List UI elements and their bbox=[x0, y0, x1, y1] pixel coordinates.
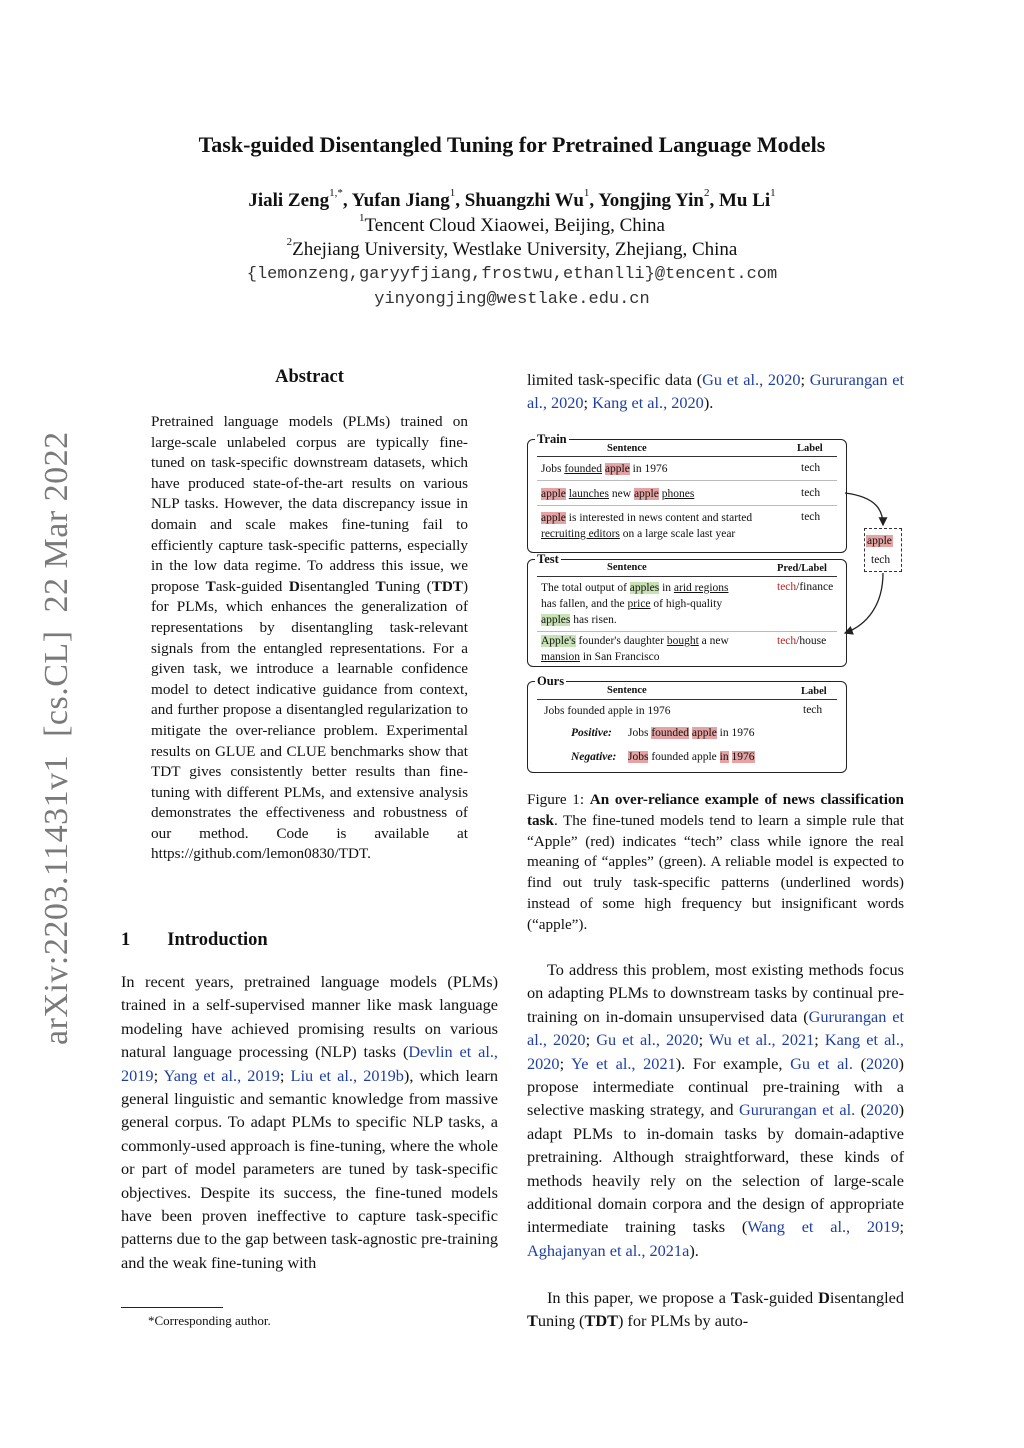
acronym-letter: T bbox=[205, 577, 216, 595]
pred-value: tech bbox=[777, 635, 797, 647]
word: a new bbox=[698, 635, 729, 647]
word: founded apple bbox=[648, 751, 720, 763]
text-run: ; bbox=[698, 1030, 709, 1050]
word: in bbox=[719, 751, 729, 763]
ours-label: Ours bbox=[537, 674, 565, 688]
pred-value: tech bbox=[777, 581, 797, 593]
acronym-letter: D bbox=[288, 577, 300, 595]
text-run: ( bbox=[855, 1100, 867, 1120]
word: in 1976 bbox=[629, 463, 668, 475]
text-run: ). bbox=[703, 393, 714, 413]
divider bbox=[537, 576, 837, 577]
word: Jobs bbox=[628, 727, 652, 739]
text-run: ; bbox=[585, 1030, 597, 1050]
text-run: ) for PLMs by auto- bbox=[617, 1311, 749, 1331]
citation-link[interactable]: Ye et al., 2021 bbox=[571, 1053, 676, 1073]
word: apples bbox=[629, 582, 660, 594]
abstract-text bbox=[151, 412, 468, 865]
side-label: tech bbox=[871, 554, 891, 566]
col-sentence: Sentence bbox=[607, 685, 647, 696]
author-name: Jiali Zeng bbox=[248, 190, 330, 211]
author-name: Mu Li bbox=[718, 190, 771, 211]
word: in 1976 bbox=[716, 727, 755, 739]
citation-link[interactable]: Gururangan et al. bbox=[738, 1100, 856, 1120]
abstract-heading: Abstract bbox=[275, 367, 344, 387]
divider bbox=[537, 631, 837, 632]
word: apple bbox=[541, 512, 566, 524]
footnote: *Corresponding author. bbox=[148, 1313, 271, 1328]
text-run: ) adapt PLMs to in-domain tasks by domain-adaptive pretraining. Although straightforward, these kinds of methods heavily rely on the selection of large-scale additional domain corpora and the design of appropriate intermediate training tasks ( bbox=[527, 1100, 905, 1237]
text-run: uning ( bbox=[537, 1311, 585, 1331]
word: arid regions bbox=[673, 582, 729, 594]
ours-label-value: tech bbox=[803, 704, 823, 716]
text-run: ). bbox=[689, 1240, 699, 1260]
ours-sentence: Jobs founded apple in 1976 bbox=[544, 705, 671, 717]
author-name: Yongjing Yin bbox=[598, 190, 704, 211]
word: apple bbox=[541, 488, 566, 500]
test-label: Test bbox=[537, 552, 559, 566]
author-sep: , bbox=[455, 190, 465, 211]
citation-link[interactable]: Wang et al., 2019 bbox=[747, 1217, 900, 1237]
citation-link[interactable]: Gururangan et al., 2020 bbox=[527, 1006, 904, 1050]
word: founder's daughter bbox=[575, 635, 667, 647]
pred-label bbox=[777, 635, 826, 647]
figure-1 bbox=[527, 432, 905, 775]
text-run: In this paper, we propose a bbox=[547, 1288, 731, 1307]
text-run: ; bbox=[899, 1217, 904, 1237]
rule-arrows bbox=[827, 475, 905, 655]
citation-link[interactable]: Kang et al., 2020 bbox=[527, 1030, 904, 1073]
word: of high-quality bbox=[650, 598, 723, 610]
text-run: ; bbox=[800, 370, 810, 389]
test-sentence bbox=[541, 580, 729, 628]
affiliation-mark: 1 bbox=[358, 212, 365, 224]
author-sep: , bbox=[709, 190, 719, 211]
email-line: {lemonzeng,garyyfjiang,frostwu,ethanlli}@tencent.com bbox=[246, 265, 778, 284]
author-mark: 1,* bbox=[329, 187, 343, 199]
text-run: ). For example, bbox=[675, 1053, 791, 1073]
author-mark: 2 bbox=[703, 187, 710, 199]
email-line: yinyongjing@westlake.edu.cn bbox=[374, 290, 650, 309]
word: mansion bbox=[541, 651, 580, 663]
citation-link[interactable]: Gu et al., 2020 bbox=[702, 370, 801, 389]
word: in bbox=[659, 582, 674, 594]
text-run: ask-guided bbox=[741, 1288, 819, 1307]
acronym: TDT bbox=[584, 1311, 618, 1331]
abstract-part: isentangled bbox=[299, 577, 376, 595]
author-name: Shuangzhi Wu bbox=[464, 190, 584, 211]
citation-link[interactable]: Gu et al. bbox=[790, 1053, 853, 1073]
figure-caption bbox=[527, 790, 904, 936]
divider bbox=[537, 480, 837, 481]
text-run: ; bbox=[814, 1030, 825, 1050]
divider bbox=[537, 699, 837, 700]
citation-link[interactable]: 2020 bbox=[865, 1053, 899, 1073]
side-word: apple bbox=[867, 535, 892, 547]
citation-link[interactable]: Gu et al., 2020 bbox=[596, 1030, 699, 1050]
paper-title: Task-guided Disentangled Tuning for Pretrained Language Models bbox=[198, 132, 826, 157]
text-run: To address this problem, most existing methods focus on adapting PLMs to downstream tasks by continual pre-training on in-domain unsupervised data ( bbox=[527, 960, 904, 1026]
col-sentence: Sentence bbox=[607, 443, 647, 454]
author-mark: 1 bbox=[583, 187, 590, 199]
divider bbox=[537, 456, 837, 457]
affiliation-text: Tencent Cloud Xiaowei, Beijing, China bbox=[364, 215, 665, 236]
acronym-letter: D bbox=[818, 1288, 830, 1307]
positive-label: Positive: bbox=[571, 727, 612, 739]
text-run: ; bbox=[583, 393, 593, 413]
affiliation bbox=[0, 212, 1024, 237]
positive-sentence bbox=[628, 725, 755, 741]
citation-link[interactable]: Devlin et al., 2019 bbox=[121, 1042, 498, 1085]
test-sentence bbox=[541, 633, 729, 665]
caption-text: . The fine-tuned models tend to learn a simple rule that “Apple” (red) indicates “tech” class while ignore the real meaning of “apples” (green). A reliable model is expected to find out truly task-specific patterns (underlined words) instead of some high frequency but insignificant words (“apple”). bbox=[527, 811, 904, 933]
col-sentence: Sentence bbox=[607, 562, 647, 573]
footnote-rule bbox=[121, 1307, 223, 1308]
train-label: Train bbox=[537, 432, 567, 446]
word: apple bbox=[604, 463, 630, 475]
word: apple bbox=[633, 488, 659, 500]
right-paragraph bbox=[527, 1286, 904, 1333]
caption-prefix: Figure 1: bbox=[527, 791, 590, 808]
author-list bbox=[0, 187, 1024, 212]
arxiv-sidebar bbox=[28, 431, 75, 1045]
text-run: limited task-specific data ( bbox=[527, 370, 703, 389]
train-label-value: tech bbox=[801, 511, 821, 523]
word: is interested in news content and started bbox=[565, 512, 753, 524]
text-run: ( bbox=[852, 1053, 866, 1073]
acronym-letter: T bbox=[375, 577, 386, 595]
word: new bbox=[609, 488, 634, 500]
word: apple bbox=[691, 727, 717, 739]
acronym: TDT bbox=[431, 577, 463, 595]
word: 1976 bbox=[731, 751, 755, 763]
author-name: Yufan Jiang bbox=[351, 190, 450, 211]
negative-label: Negative: bbox=[571, 751, 617, 763]
word: recruiting editors bbox=[541, 528, 620, 540]
text-run: ) propose intermediate continual pre-training with a selective masking strategy, and bbox=[527, 1053, 904, 1120]
acronym-letter: T bbox=[527, 1311, 538, 1331]
word: price bbox=[627, 598, 651, 610]
word: The total output of bbox=[541, 582, 630, 594]
citation-link[interactable]: Wu et al., 2021 bbox=[708, 1030, 815, 1050]
section-heading: 1 Introduction bbox=[121, 930, 268, 950]
right-paragraph bbox=[527, 368, 904, 415]
citation-link[interactable]: 2020 bbox=[866, 1100, 899, 1120]
pred-label bbox=[777, 581, 833, 593]
train-sentence bbox=[541, 486, 694, 502]
word: Apple's bbox=[541, 635, 576, 647]
col-label: Pred/Label bbox=[777, 563, 827, 574]
gold-value: /house bbox=[796, 635, 827, 647]
divider bbox=[537, 505, 837, 506]
abstract-part: ) for PLMs, which enhances the generalization of representations by disentangling task-relevant signals from the entangled representations. For a given task, we introduce a learnable confidence model to detect indicative guidance from context, and further propose a disentangled regularization to mitigate the over-reliance problem. Experimental results on GLUE and CLUE benchmarks show that TDT gives consistently better results than fine-tuning with different PLMs, and extensive analysis demonstrates the effectiveness and robustness of our method. Code is available at https://github.com/lemon0830/TDT. bbox=[151, 577, 468, 863]
arxiv-id: arXiv:2203.11431v1 [cs.CL] 22 Mar 2022 bbox=[38, 431, 75, 1045]
word: Jobs bbox=[541, 463, 565, 475]
word: has risen. bbox=[570, 614, 617, 626]
author-sep: , bbox=[342, 190, 352, 211]
intro-paragraph bbox=[121, 970, 498, 1274]
word: phones bbox=[661, 488, 695, 500]
author-mark: 1 bbox=[449, 187, 456, 199]
train-label-value: tech bbox=[801, 487, 821, 499]
citation-link[interactable]: Aghajanyan et al., 2021a bbox=[527, 1240, 690, 1260]
word: launches bbox=[568, 488, 610, 500]
word: founded bbox=[651, 727, 690, 739]
text-run: In recent years, pretrained language models (PLMs) trained in a self-supervised manner like mask language modeling have achieved promising results on various natural language processing (NLP) tasks ( bbox=[121, 972, 498, 1062]
text-run: ; bbox=[279, 1065, 291, 1085]
citation-link[interactable]: Gururangan et al., 2020 bbox=[527, 370, 904, 413]
citation-link[interactable]: Kang et al., 2020 bbox=[592, 393, 704, 413]
gold-value: /finance bbox=[796, 581, 834, 593]
negative-sentence bbox=[628, 749, 755, 765]
affiliation-text: Zhejiang University, Westlake University, Zhejiang, China bbox=[292, 239, 738, 260]
word: apples bbox=[541, 614, 571, 626]
train-sentence bbox=[541, 510, 752, 542]
affiliation-mark: 2 bbox=[286, 236, 293, 248]
text-run: ; bbox=[559, 1053, 572, 1073]
word: in San Francisco bbox=[579, 651, 660, 663]
right-paragraph bbox=[527, 958, 904, 1262]
abstract-part: Pretrained language models (PLMs) trained on large-scale unlabeled corpus are typically fine-tuned on task-specific downstream datasets, which have produced state-of-the-art results on various NLP tasks. However, the data discrepancy issue in domain and scale makes fine-tuning fail to efficiently capture task-specific patterns, especially in the low data regime. To address this issue, we propose bbox=[151, 413, 468, 595]
abstract-part: ask-guided bbox=[215, 577, 289, 595]
citation-link[interactable]: Liu et al., 2019b bbox=[290, 1065, 404, 1085]
text-run: isentangled bbox=[829, 1288, 904, 1307]
affiliation bbox=[0, 236, 1024, 261]
col-label: Label bbox=[797, 443, 823, 454]
word: on a large scale last year bbox=[619, 528, 736, 540]
arrow-to-test bbox=[845, 573, 883, 633]
author-sep: , bbox=[589, 190, 599, 211]
train-label-value: tech bbox=[801, 462, 821, 474]
acronym-letter: T bbox=[730, 1288, 742, 1307]
citation-link[interactable]: Yang et al., 2019 bbox=[163, 1065, 280, 1085]
text-run: ; bbox=[153, 1065, 164, 1085]
arrow-to-rule bbox=[845, 493, 883, 525]
caption-bold: An over-reliance example of news classification task bbox=[527, 791, 904, 829]
word: has fallen, and the bbox=[541, 598, 628, 610]
word: bought bbox=[666, 635, 699, 647]
word: Jobs bbox=[628, 751, 649, 763]
word: founded bbox=[564, 463, 603, 475]
abstract-part: uning ( bbox=[385, 577, 432, 595]
author-mark: 1 bbox=[770, 187, 776, 199]
col-label: Label bbox=[801, 686, 827, 697]
train-sentence bbox=[541, 461, 668, 477]
text-run: ), which learn general linguistic and semantic knowledge from massive general corpus. To adapt PLMs to specific NLP tasks, a commonly-used approach is fine-tuning, where the whole or part of model parameters are tuned by task-specific objectives. Despite its success, the fine-tuned models have been proven ineffective to capture task-specific patterns due to the gap between task-agnostic pre-training and the weak fine-tuning with bbox=[121, 1065, 498, 1272]
